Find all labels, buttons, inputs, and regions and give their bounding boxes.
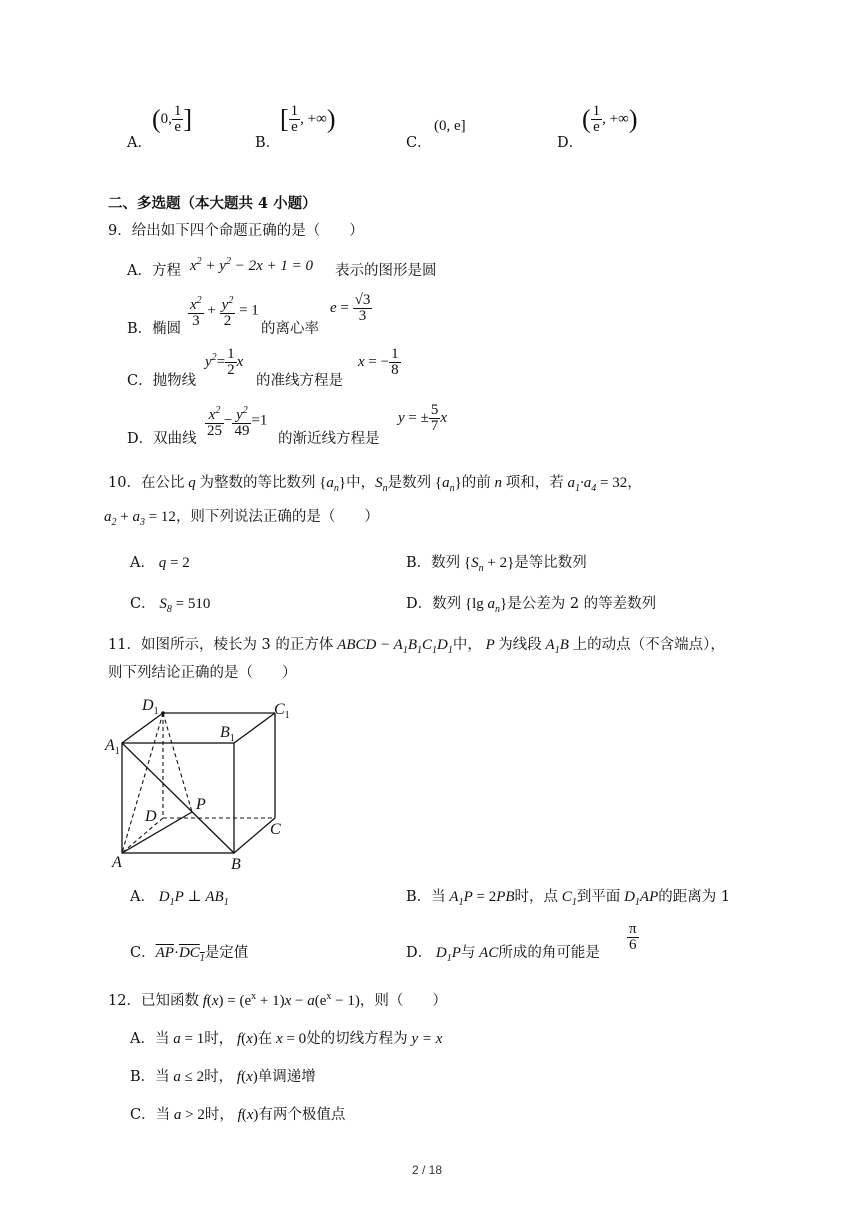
q8-option-d-math: ( $\frac{1}{e}$ , +∞) <box>582 103 638 135</box>
q9-option-a-label: A．方程 <box>127 263 181 279</box>
section-title: 二、多选题（本大题共 4 小题） <box>108 195 317 212</box>
q9-option-d-math: $\frac{x^2}{25}$ − $\frac{y^2}{49}$ =1 <box>207 405 268 439</box>
q11-option-d: D． $D_1P$与 AC所成的角可能是 <box>406 945 600 964</box>
q10-stem: 10．在公比 q 为整数的等比数列 $\{a_n\}$中，$S_n$是数列 $\{a_n\}$的前 n 项和，若 $a_1\cdot a_4 = 32$， <box>108 475 642 494</box>
q10-option-a: A． q = 2 <box>130 555 190 571</box>
q9-option-c-directrix: x = − $\frac{1}{8}$ <box>358 346 399 378</box>
q12-option-b: B．当 a ≤ 2时， f(x)单调递增 <box>130 1069 316 1085</box>
label-d: D <box>145 808 157 825</box>
q9-option-a-tail: 表示的图形是圆 <box>335 263 437 279</box>
q8-option-c-math: (0, e] <box>434 118 466 134</box>
q11-stem: 11．如图所示，棱长为 3 的正方体 ABCD − $A_1B_1C_1D_1$中， P 为线段 $A_1B$ 上的动点（不含端点）， <box>108 637 725 656</box>
q9-option-d-asymptote: y = ± $\frac{5}{7}$ x <box>398 402 448 434</box>
q9-stem: 9．给出如下四个命题正确的是（ ） <box>108 223 364 239</box>
q9-option-c-label: C．抛物线 <box>127 373 197 389</box>
q10-stem-line2: $a_2 + a_3 = 12$，则下列说法正确的是（ ） <box>104 509 379 528</box>
q11-option-d-angle: $\frac{\pi}{6}$ <box>629 921 637 953</box>
q8-option-b-label: B． <box>255 135 281 151</box>
label-a1: $A_1$ <box>105 737 120 757</box>
q9-option-c-math: $y^2=$ $\frac{1}{2}$ x <box>205 346 244 378</box>
label-c: C <box>270 821 281 838</box>
q10-option-b: B．数列 $\{S_n + 2\}$是等比数列 <box>406 555 587 574</box>
q9-option-d-mid: 的渐近线方程是 <box>278 431 380 447</box>
q9-option-b-mid: 的离心率 <box>261 321 319 337</box>
q8-option-d-label: D． <box>557 135 584 151</box>
q8-option-b-math: [ $\frac{1}{e}$ , +∞) <box>280 103 336 135</box>
q8-option-a-math: (0, $\frac{1}{e}$ ] <box>152 103 193 135</box>
q12-stem: 12．已知函数 $f(x) = (e^x + 1)x - a(e^x - 1)$，则（ ） <box>108 991 447 1009</box>
q8-option-c-label: C． <box>406 135 432 151</box>
label-b: B <box>231 856 241 870</box>
q11-option-b: B．当 $A_1P = 2PB$时，点 $C_1$到平面 $D_1AP$的距离为 1 <box>406 889 731 908</box>
q10-option-d: D．数列 {lg $a_n$}是公差为 2 的等差数列 <box>406 596 657 615</box>
q8-option-a-label: A． <box>127 135 152 151</box>
q9-option-b-label: B．椭圆 <box>127 321 182 337</box>
page-number: 2 / 18 <box>412 1163 443 1177</box>
q11-option-c: C．$\overline{AP}\cdot DC_1$是定值 <box>130 945 249 964</box>
q11-stem-line2: 则下列结论正确的是（ ） <box>108 665 297 681</box>
q9-option-b-math: $\frac{x^2}{3}$ + $\frac{y^2}{2}$ = 1 <box>190 295 259 329</box>
q9-option-d-label: D．双曲线 <box>127 431 197 447</box>
q10-option-c: C． $S_8 = 510$ <box>130 596 211 615</box>
q11-option-a: A． $D_1P$ ⊥ $AB_1$ <box>130 889 229 908</box>
label-b1: $B_1$ <box>220 724 235 744</box>
label-a: A <box>112 854 122 870</box>
q9-option-c-mid: 的准线方程是 <box>256 373 343 389</box>
q9-option-a-math: $x^2 + y^2 - 2x + 1 = 0$ <box>190 256 313 274</box>
label-d1: $D_1$ <box>142 697 159 717</box>
label-c1: $C_1$ <box>274 701 290 721</box>
label-p: P <box>196 796 206 813</box>
q9-option-b-ecc: e = $\frac{√3}{3}$ <box>330 292 371 324</box>
q12-option-c: C．当 a > 2时， f(x)有两个极值点 <box>130 1107 346 1123</box>
cube-figure <box>100 690 300 870</box>
q12-option-a: A．当 a = 1时， f(x)在 x = 0处的切线方程为 y = x <box>130 1031 443 1047</box>
